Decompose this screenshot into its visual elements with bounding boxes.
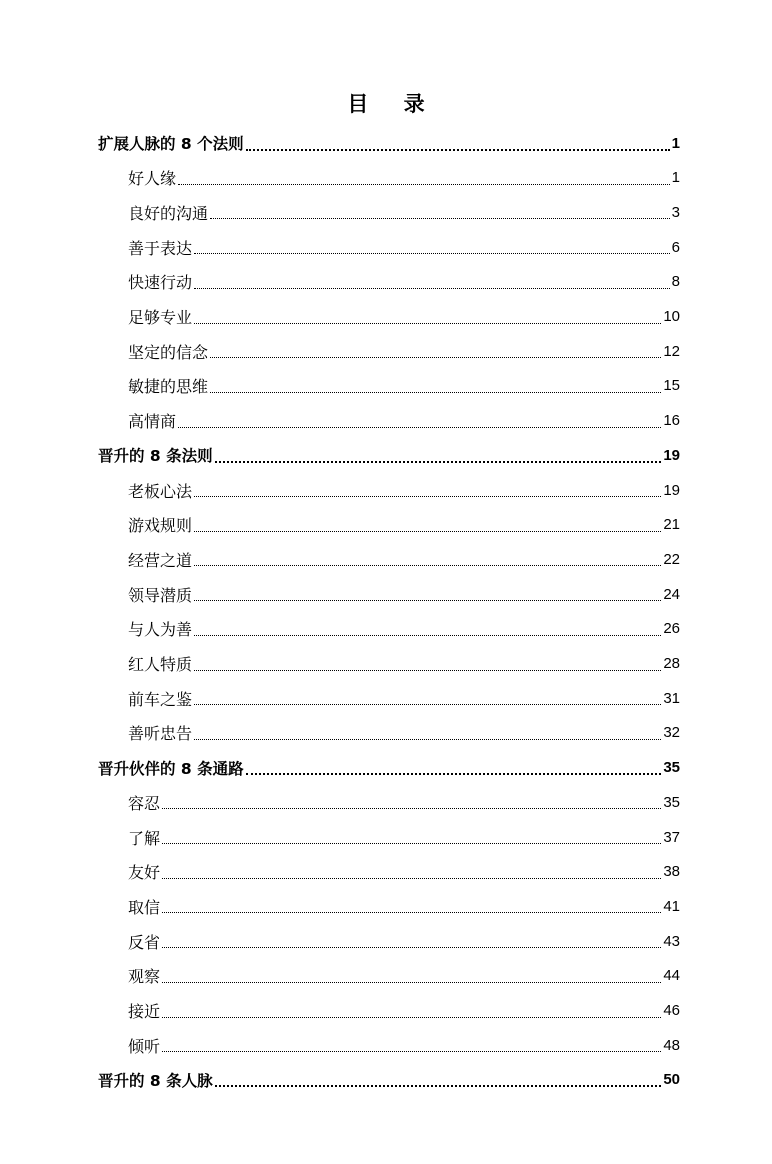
- toc-page-number: 1: [671, 134, 680, 152]
- toc-entry-label: 容忍: [128, 793, 161, 813]
- dot-leader: [194, 634, 661, 636]
- toc-entry-label: 反省: [128, 932, 161, 952]
- toc-page-number: 35: [663, 759, 680, 777]
- dot-leader: [162, 1050, 661, 1052]
- toc-section-entry[interactable]: [128, 230, 680, 264]
- toc-page-number: 43: [663, 932, 680, 950]
- toc-entry-label: 前车之鉴: [128, 689, 193, 709]
- toc-page-number: 16: [663, 412, 680, 430]
- toc-page-number: 41: [663, 897, 680, 915]
- toc-entry-label: 快速行动: [128, 273, 193, 293]
- dot-leader: [162, 946, 661, 948]
- toc-chapter-entry[interactable]: [98, 126, 680, 160]
- dot-leader: [162, 842, 661, 844]
- dot-leader: [162, 911, 661, 913]
- dot-leader: [162, 981, 661, 983]
- toc-page-number: 37: [663, 828, 680, 846]
- toc-section-entry[interactable]: [128, 265, 680, 299]
- toc-section-entry[interactable]: [128, 681, 680, 715]
- toc-entry-label: 老板心法: [128, 481, 193, 501]
- toc-section-entry[interactable]: [128, 195, 680, 229]
- toc-section-entry[interactable]: [128, 994, 680, 1028]
- dot-leader: [215, 1084, 662, 1087]
- toc-section-entry[interactable]: [128, 785, 680, 819]
- toc-section-entry[interactable]: [128, 404, 680, 438]
- dot-leader: [194, 738, 661, 740]
- toc-section-entry[interactable]: [128, 161, 680, 195]
- toc-entry-label: 了解: [128, 828, 161, 848]
- dot-leader: [162, 1016, 661, 1018]
- dot-leader: [178, 183, 670, 185]
- toc-page-number: 1: [671, 169, 680, 187]
- dot-leader: [178, 426, 661, 428]
- toc-page-number: 44: [663, 967, 680, 985]
- toc-entry-label: 晋升的 8 条法则: [98, 447, 213, 466]
- toc-entry-label: 晋升伙伴的 8 条通路: [98, 759, 244, 778]
- toc-entry-label: 红人特质: [128, 655, 193, 674]
- toc-section-entry[interactable]: [128, 577, 680, 611]
- toc-entry-label: 善听忠告: [128, 724, 193, 744]
- toc-chapter-entry[interactable]: [98, 751, 680, 785]
- toc-section-entry[interactable]: [128, 300, 680, 334]
- toc-page-number: 24: [663, 585, 680, 603]
- toc-entry-label: 好人缘: [128, 169, 177, 189]
- toc-entry-label: 高情商: [128, 412, 177, 432]
- toc-page-number: 35: [663, 793, 680, 811]
- toc-page-number: 50: [663, 1071, 680, 1089]
- toc-section-entry[interactable]: [128, 612, 680, 646]
- toc-page-number: 6: [671, 238, 680, 256]
- dot-leader: [194, 252, 670, 254]
- toc-entry-label: 友好: [128, 863, 161, 883]
- toc-entry-label: 游戏规则: [128, 516, 193, 536]
- toc-page-number: 31: [663, 689, 680, 707]
- dot-leader: [194, 669, 661, 671]
- toc-section-entry[interactable]: [128, 959, 680, 993]
- toc-page-number: 10: [663, 308, 680, 325]
- toc-page-number: 32: [663, 724, 680, 742]
- toc-section-entry[interactable]: [128, 542, 680, 576]
- toc-chapter-entry[interactable]: [98, 1063, 680, 1097]
- toc-page-number: 48: [663, 1036, 680, 1054]
- toc-section-entry[interactable]: [128, 1028, 680, 1062]
- dot-leader: [246, 148, 670, 151]
- dot-leader: [210, 217, 670, 219]
- toc-title: 目 录: [347, 92, 439, 116]
- toc-page-number: 3: [671, 203, 680, 221]
- toc-entry-label: 领导潜质: [128, 585, 193, 605]
- toc-entry-label: 与人为善: [128, 620, 193, 640]
- toc-section-entry[interactable]: [128, 855, 680, 889]
- toc-entry-label: 敏捷的思维: [128, 377, 209, 397]
- dot-leader: [162, 807, 661, 809]
- toc-entry-label: 扩展人脉的 8 个法则: [98, 135, 244, 153]
- toc-page-number: 12: [663, 342, 680, 360]
- toc-page-number: 21: [663, 516, 680, 534]
- toc-section-entry[interactable]: [128, 508, 680, 542]
- toc-entry-label: 良好的沟通: [128, 203, 209, 223]
- toc-entry-label: 接近: [128, 1002, 161, 1021]
- toc-entry-label: 观察: [128, 967, 161, 987]
- dot-leader: [215, 460, 662, 463]
- toc-entry-label: 善于表达: [128, 238, 193, 258]
- toc-page-number: 19: [663, 481, 680, 499]
- toc-entry-label: 经营之道: [128, 550, 193, 570]
- toc-section-entry[interactable]: [128, 924, 680, 958]
- toc-section-entry[interactable]: [128, 820, 680, 854]
- dot-leader: [194, 703, 661, 705]
- toc-section-entry[interactable]: [128, 334, 680, 368]
- toc-page-number: 38: [663, 863, 680, 881]
- dot-leader: [194, 322, 661, 324]
- dot-leader: [210, 391, 661, 393]
- dot-leader: [194, 564, 661, 566]
- toc-page-number: 15: [663, 377, 680, 395]
- toc-page-number: 22: [663, 550, 680, 568]
- dot-leader: [194, 530, 661, 532]
- toc-page-number: 28: [663, 655, 680, 672]
- toc-section-entry[interactable]: [128, 889, 680, 923]
- dot-leader: [162, 877, 661, 879]
- toc-entry-label: 坚定的信念: [128, 342, 209, 362]
- dot-leader: [210, 356, 661, 358]
- toc-entry-label: 取信: [128, 897, 161, 917]
- toc-page-number: 8: [671, 273, 680, 291]
- toc-entry-label: 足够专业: [128, 308, 193, 327]
- toc-section-entry[interactable]: [128, 716, 680, 750]
- toc-page-number: 26: [663, 620, 680, 638]
- dot-leader: [194, 495, 661, 497]
- toc-entry-label: 晋升的 8 条人脉: [98, 1071, 213, 1090]
- toc-section-entry[interactable]: [128, 473, 680, 507]
- toc-page-number: 19: [663, 446, 680, 464]
- dot-leader: [194, 599, 661, 601]
- toc-entry-label: 倾听: [128, 1036, 161, 1056]
- toc-chapter-entry[interactable]: [98, 438, 680, 472]
- dot-leader: [246, 772, 662, 775]
- toc-section-entry[interactable]: [128, 369, 680, 403]
- dot-leader: [194, 287, 670, 289]
- toc-section-entry[interactable]: [128, 647, 680, 681]
- toc-page-number: 46: [663, 1002, 680, 1019]
